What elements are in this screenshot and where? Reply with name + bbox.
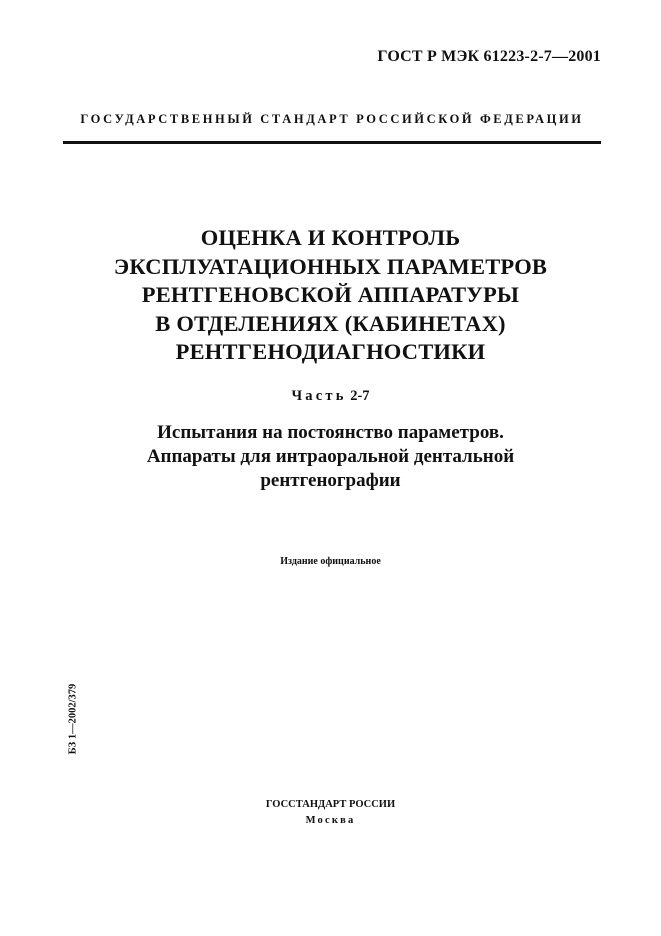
- document-title: [40, 224, 621, 367]
- title-line: ЭКСПЛУАТАЦИОННЫХ ПАРАМЕТРОВ: [113, 253, 548, 279]
- edition-note: Издание официальное: [280, 556, 381, 567]
- part-label: [40, 388, 621, 405]
- header-divider: [63, 141, 601, 144]
- publisher-block: [40, 797, 621, 829]
- subtitle-line: Испытания на постоянство параметров.: [157, 422, 504, 443]
- standard-number: ГОСТ Р МЭК 61223-2-7—2001: [377, 48, 601, 65]
- title-line: РЕНТГЕНОДИАГНОСТИКИ: [175, 339, 486, 364]
- part-number: 2-7: [350, 388, 370, 404]
- title-line: РЕНТГЕНОВСКОЙ АППАРАТУРЫ: [141, 282, 520, 307]
- publisher-city: Москва: [305, 815, 356, 826]
- part-word: Часть: [291, 388, 347, 404]
- publisher-name: ГОССТАНДАРТ РОССИИ: [265, 799, 396, 810]
- subtitle-line: Аппараты для интраоральной дентальной: [146, 446, 515, 467]
- title-line: ОЦЕНКА И КОНТРОЛЬ: [200, 225, 461, 250]
- standard-type-heading: ГОСУДАРСТВЕННЫЙ СТАНДАРТ РОССИЙСКОЙ ФЕДЕРАЦИИ: [80, 112, 584, 126]
- title-line: В ОТДЕЛЕНИЯХ (КАБИНЕТАХ): [155, 310, 506, 336]
- document-subtitle: [40, 421, 621, 493]
- side-catalog-code: БЗ 1—2002/379: [67, 683, 79, 755]
- subtitle-line: рентгенографии: [260, 470, 401, 491]
